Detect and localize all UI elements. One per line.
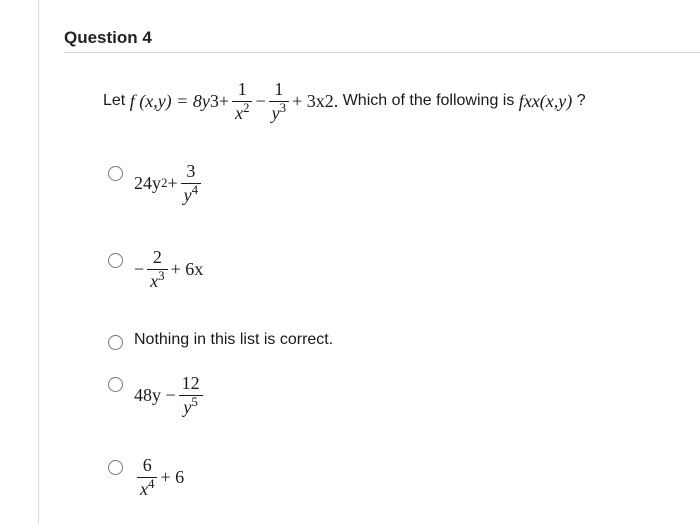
stem-ask: Which of the following is (342, 92, 515, 110)
option-c-radio[interactable] (108, 335, 123, 350)
option-b-tail: + 6x (170, 258, 204, 279)
option-e-radio[interactable] (108, 460, 123, 475)
stem-frac-1-over-y3: $\frac{1}{y^3}$ (269, 80, 289, 123)
option-e-fraction: $\frac{6}{x^4}$ (137, 456, 157, 499)
option-b-sign: − (134, 258, 145, 279)
stem-tail-term: + 3x (292, 90, 325, 111)
option-c-text: Nothing in this list is correct. (134, 331, 334, 348)
stem-plus: + (218, 90, 229, 111)
option-a-op: + (167, 172, 178, 193)
option-a-fraction: $\frac{3}{y^4}$ (181, 162, 201, 205)
option-c[interactable] (134, 331, 333, 349)
stem-question-mark: ? (576, 92, 586, 110)
option-b-fraction: $\frac{2}{x^3}$ (147, 248, 167, 291)
option-b-radio[interactable] (108, 253, 123, 268)
option-b[interactable] (134, 248, 203, 291)
stem-period: . (333, 90, 339, 111)
question-stem: Let f (x,y) = 8y 3 + $\frac{1}{x^2}$ − $\frac{1}{y^3}$ + 3x 2 . Which of the following is f xx (x,y) ? (103, 79, 586, 123)
option-d-lead: 48y − (134, 384, 176, 405)
left-border (38, 0, 39, 524)
option-a[interactable]: 24y 2 + $\frac{3}{y^4}$ (134, 162, 204, 205)
option-d-radio[interactable] (108, 377, 123, 392)
stem-minus: − (255, 90, 266, 111)
option-e[interactable] (134, 456, 184, 499)
stem-fxx-args: (x,y) (539, 90, 573, 111)
stem-let: Let (103, 92, 126, 110)
stem-function-lhs: f (x,y) = 8y (129, 90, 210, 111)
title-divider (64, 52, 700, 53)
question-title: Question 4 (64, 28, 152, 47)
option-d-fraction: $\frac{12}{y^5}$ (179, 374, 203, 417)
option-a-lead: 24y (134, 172, 161, 193)
option-d[interactable] (134, 374, 206, 417)
stem-fxx-f: f (518, 90, 524, 111)
stem-frac-1-over-x2: $\frac{1}{x^2}$ (232, 80, 252, 123)
option-a-radio[interactable] (108, 166, 123, 181)
option-e-tail: + 6 (160, 466, 185, 487)
